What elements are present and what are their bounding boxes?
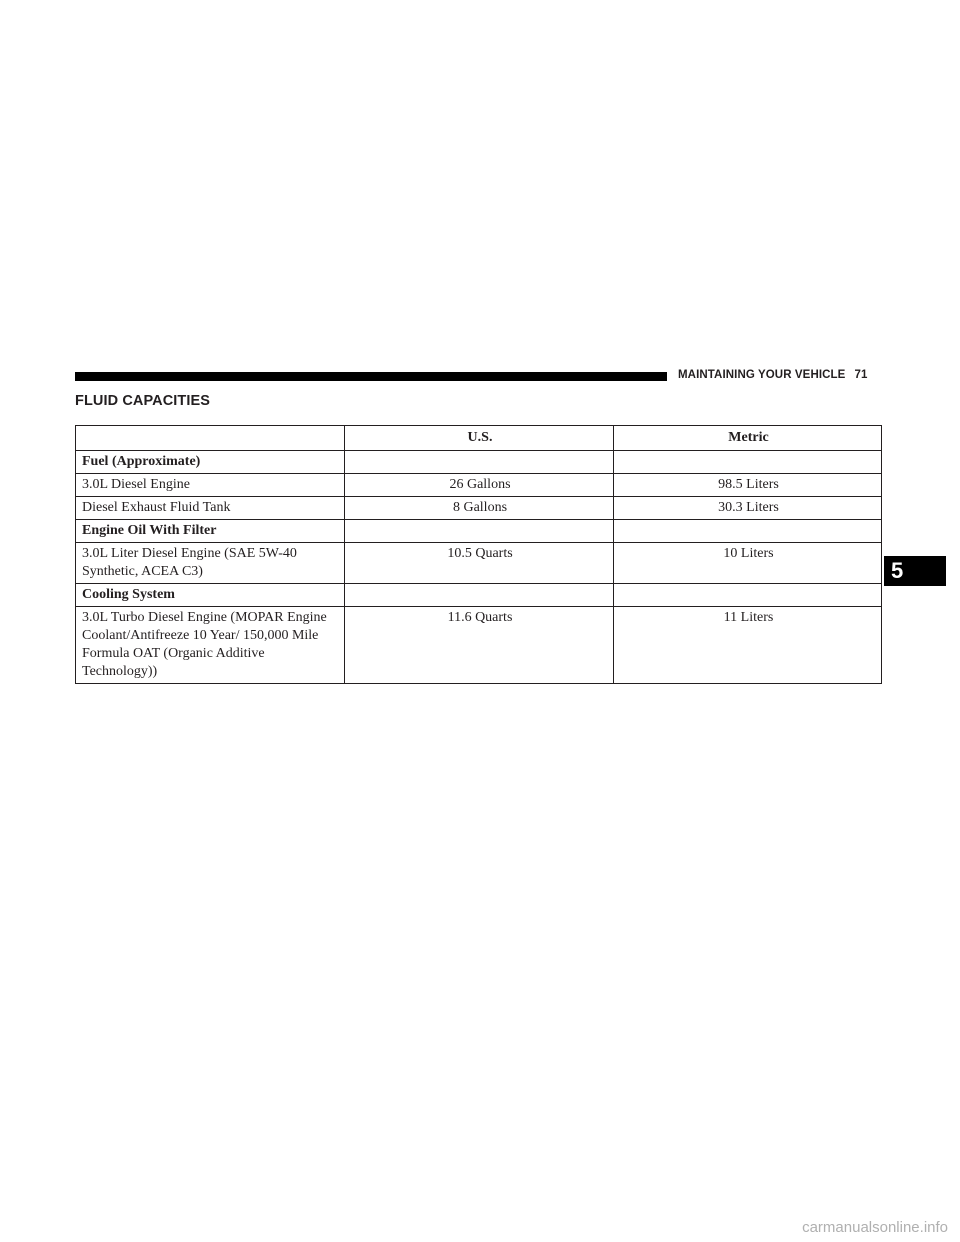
- table-row: [76, 607, 882, 684]
- row-metric-value: [614, 451, 882, 474]
- table-row: [76, 543, 882, 584]
- row-label: 3.0L Liter Diesel Engine (SAE 5W-40 Synthetic, ACEA C3): [76, 543, 345, 584]
- row-us-value: 10.5 Quarts: [345, 543, 614, 584]
- table-row-group: [76, 520, 882, 543]
- fluid-capacities-table: [75, 425, 882, 684]
- running-header-section: MAINTAINING YOUR VEHICLE: [678, 369, 846, 381]
- row-metric-value: [614, 520, 882, 543]
- row-us-value: 26 Gallons: [345, 474, 614, 497]
- row-us-value: [345, 520, 614, 543]
- row-metric-value: [614, 584, 882, 607]
- row-metric-value: 30.3 Liters: [614, 497, 882, 520]
- chapter-tab: 5: [884, 556, 946, 586]
- row-label: 3.0L Diesel Engine: [76, 474, 345, 497]
- watermark: carmanualsonline.info: [802, 1219, 948, 1236]
- row-label: Engine Oil With Filter: [76, 520, 345, 543]
- header-rule: [75, 372, 667, 381]
- row-metric-value: 98.5 Liters: [614, 474, 882, 497]
- row-us-value: [345, 451, 614, 474]
- table-row: [76, 474, 882, 497]
- row-label: Cooling System: [76, 584, 345, 607]
- table-header-row: [76, 426, 882, 451]
- page-number: 71: [854, 369, 868, 381]
- running-header: [678, 369, 867, 381]
- table-row-group: [76, 584, 882, 607]
- table-row: [76, 497, 882, 520]
- section-title: FLUID CAPACITIES: [75, 393, 211, 409]
- row-us-value: 8 Gallons: [345, 497, 614, 520]
- row-us-value: [345, 584, 614, 607]
- row-metric-value: 11 Liters: [614, 607, 882, 684]
- table-row-group: [76, 451, 882, 474]
- row-metric-value: 10 Liters: [614, 543, 882, 584]
- row-label: Diesel Exhaust Fluid Tank: [76, 497, 345, 520]
- column-header-metric: Metric: [614, 426, 882, 451]
- column-header-us: U.S.: [345, 426, 614, 451]
- column-header-item: [76, 426, 345, 451]
- row-us-value: 11.6 Quarts: [345, 607, 614, 684]
- row-label: 3.0L Turbo Diesel Engine (MOPAR Engine Coolant/Antifreeze 10 Year/ 150,000 Mile Formula OAT (Organic Additive Technology)): [76, 607, 345, 684]
- row-label: Fuel (Approximate): [76, 451, 345, 474]
